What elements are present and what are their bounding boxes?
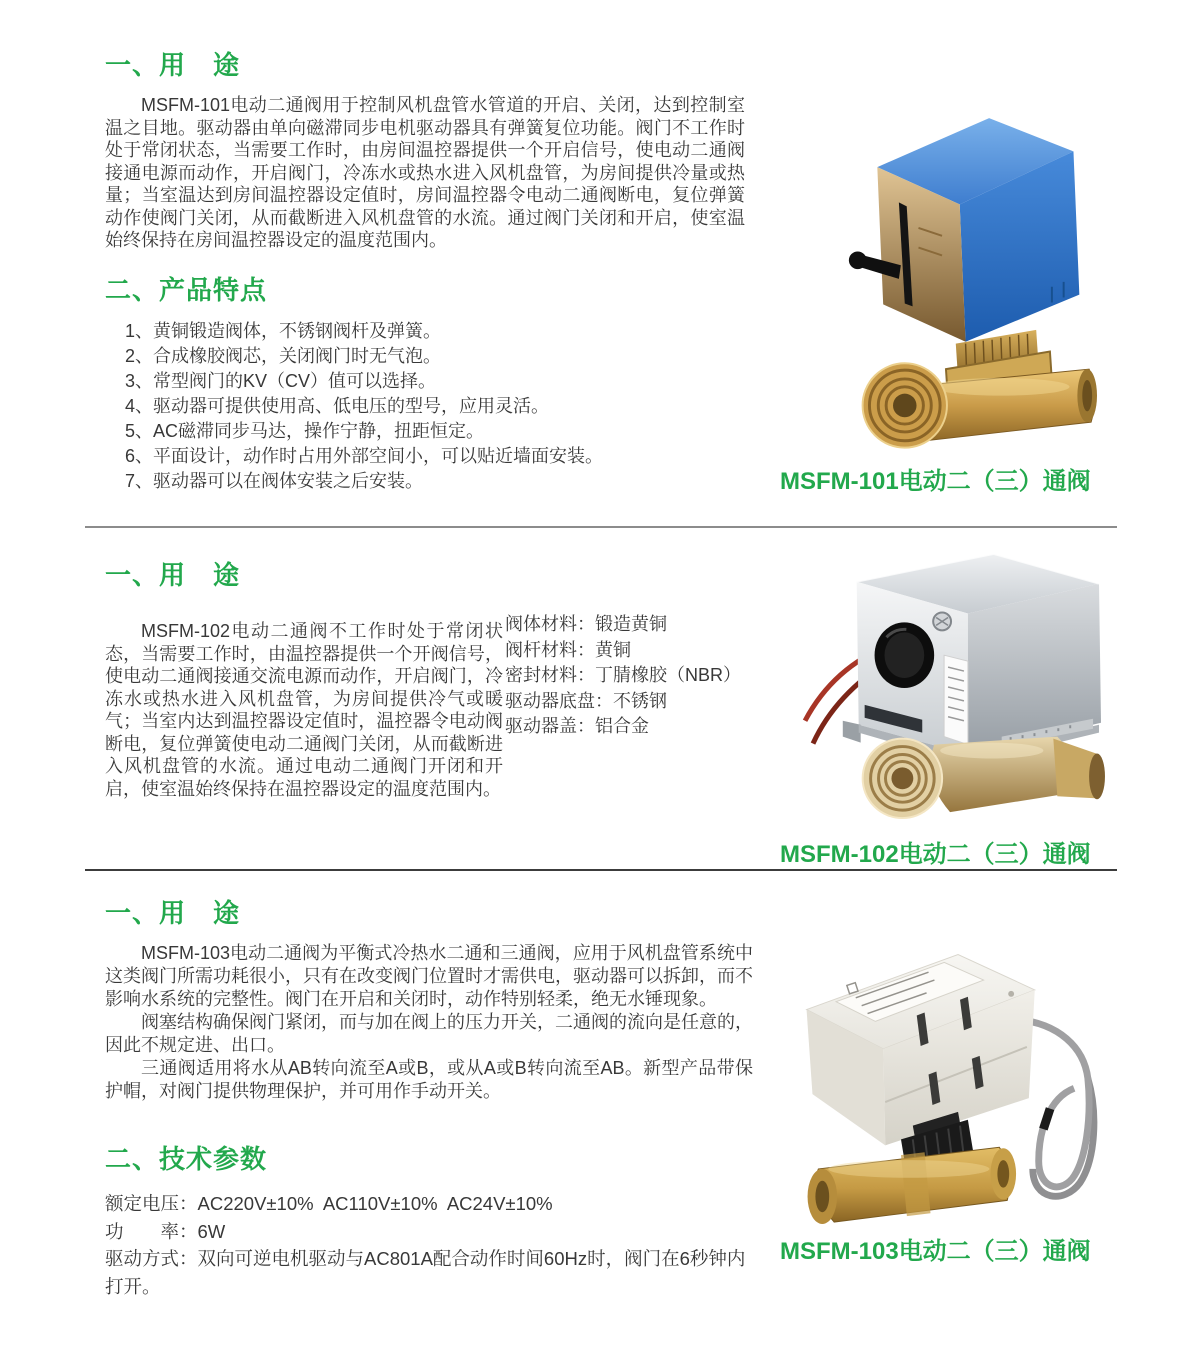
features-list [105,319,745,494]
usage-paragraph-1: MSFM-101电动二通阀用于控制风机盘管水管道的开启、关闭，达到控制室温之目地。驱动器由单向磁滞同步电机驱动器具有弹簧复位功能。阀门不工作时处于常闭状态，当需要工作时，由房间温控器提供一个开启信号，使电动二通阀接通电源而动作，开启阀门，冷冻水或热水进入风机盘管，为房间提供冷量或热量；当室温达到房间温控器设定值时，房间温控器令电动二通阀断电，复位弹簧动作使阀门关闭，从而截断进入风机盘管的水流。通过阀门关闭和开启，使室温始终保持在房间温控器设定的温度范围内。 [105,95,745,250]
usage-heading-1: 一、用 途 [105,50,241,80]
section-msfm102-text [105,555,503,800]
feature-item-3: 3、常型阀门的KV（CV）值可以选择。 [125,370,437,391]
spec-actuator-base: 驱动器底盘：不锈钢 [505,690,667,711]
section-msfm103-media [780,925,1140,1266]
section-divider-2 [85,869,1117,871]
feature-item-6: 6、平面设计，动作时占用外部空间小，可以贴近墙面安装。 [125,445,604,466]
feature-item-7: 7、驱动器可以在阀体安装之后安装。 [125,470,424,491]
section-msfm101-media [780,95,1120,496]
section-msfm101-text [105,45,745,494]
usage-heading-3: 一、用 途 [105,898,241,928]
caption-msfm101: MSFM-101电动二（三）通阀 [780,468,1091,495]
tech-drive-mode: 驱动方式：双向可逆电机驱动与AC801A配合动作时间60Hz时，阀门在6秒钟内打开。 [105,1248,746,1297]
caption-msfm103: MSFM-103电动二（三）通阀 [780,1238,1091,1265]
tech-power: 功 率：6W [105,1220,226,1242]
section-msfm102-media [780,540,1120,869]
feature-item-2: 2、合成橡胶阀芯，关闭阀门时无气泡。 [125,345,442,366]
msfm-102-product-photo [802,540,1112,828]
msfm103-paragraph-1: MSFM-103电动二通阀为平衡式冷热水二通和三通阀，应用于风机盘管系统中这类阀门所需功耗很小，只有在改变阀门位置时才需供电，驱动器可以拆卸，而不影响水系统的完整性。阀门在开启和关闭时，动作特别轻柔，绝无水锤现象。 [105,943,753,1009]
tech-rated-voltage: 额定电压：AC220V±10% AC110V±10% AC24V±10% [105,1193,553,1214]
feature-item-1: 1、黄铜锻造阀体，不锈钢阀杆及弹簧。 [125,320,442,341]
spec-actuator-cover: 驱动器盖：铝合金 [505,716,649,736]
msfm103-paragraph-3: 三通阀适用将水从AB转向流至A或B，或从A或B转向流至AB。新型产品带保护帽，对阀门提供物理保护，并可用作手动开关。 [105,1058,753,1101]
usage-heading-2: 一、用 途 [105,560,241,590]
tech-params-heading: 二、技术参数 [105,1144,268,1174]
caption-msfm102: MSFM-102电动二（三）通阀 [780,841,1091,868]
section-divider-1 [85,526,1117,528]
usage-paragraph-2: MSFM-102电动二通阀不工作时处于常闭状态，当需要工作时，由温控器提供一个开阀信号，使电动二通阀接通交流电源而动作，开启阀门，冷冻水或热水进入风机盘管，为房间提供冷气或暖气；当室内达到温控器设定值时，温控器令电动阀断电，复位弹簧使电动二通阀门关闭，从而截断进入风机盘管的水流。通过电动二通阀门开闭和开启，使室温始终保持在温控器设定的温度范围内。 [105,621,503,799]
tech-params-list [105,1190,753,1300]
spec-seal: 密封材料：丁腈橡胶（NBR） [505,665,742,685]
msfm103-paragraph-2: 阀塞结构确保阀门紧闭，而与加在阀上的压力开关，二通阀的流向是任意的，因此不规定进、出口。 [105,1012,753,1055]
features-heading: 二、产品特点 [105,274,268,305]
msfm-103-product-photo [788,925,1133,1225]
spec-valve-body: 阀体材料：锻造黄铜 [505,614,667,634]
feature-item-5: 5、AC磁滞同步马达，操作宁静，扭距恒定。 [125,420,485,441]
spec-valve-stem: 阀杆材料：黄铜 [505,639,631,660]
material-spec-list [505,612,755,740]
section-msfm103-text [105,893,753,1300]
msfm-101-product-photo [842,95,1097,455]
feature-item-4: 4、驱动器可提供使用高、低电压的型号，应用灵活。 [125,395,550,416]
